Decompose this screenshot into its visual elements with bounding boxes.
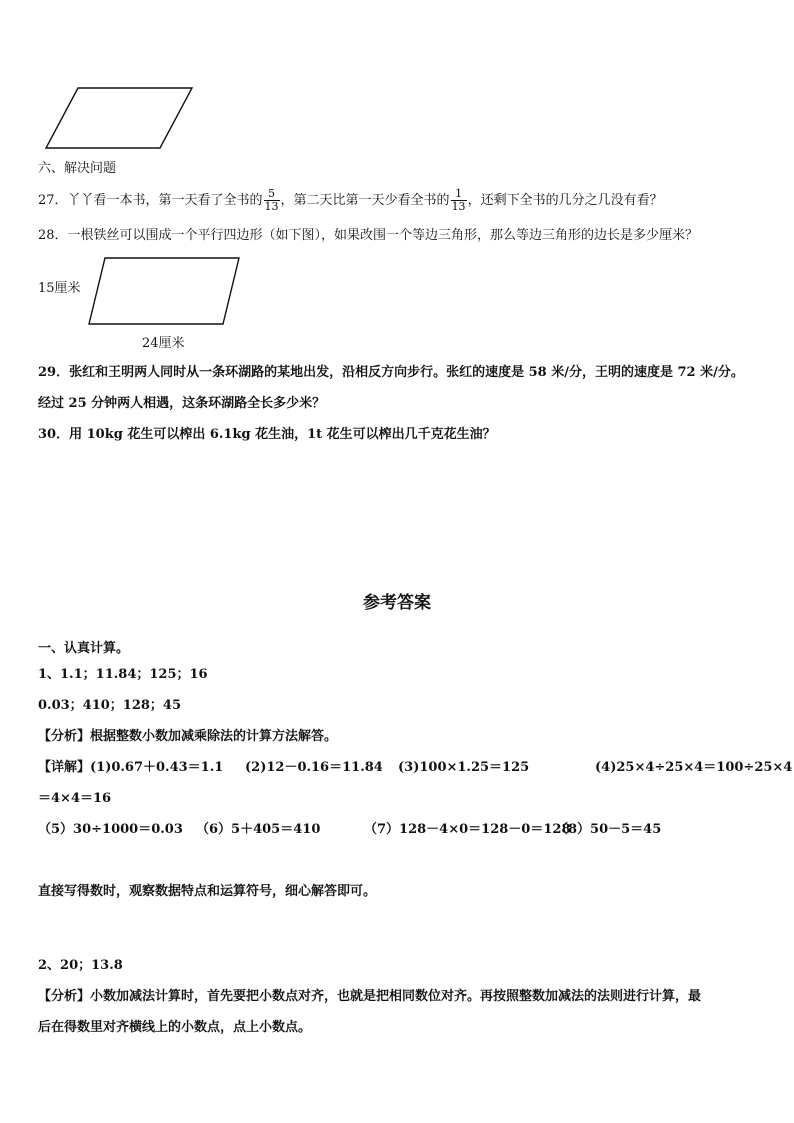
answer-2-analysis-line1: 【分析】小数加减法计算时，首先要把小数点对齐，也就是把相同数位对齐。再按照整数加减法的法则进行计算，最: [38, 989, 702, 1004]
parallelogram-figure-q28: [89, 258, 239, 324]
question-27: 27．丫丫看一本书，第一天看了全书的 $\frac{5}{13}$ ，第二天比第一天少看全书的 $\frac{1}{13}$ ，还剩下全书的几分之几没有看？: [38, 187, 663, 213]
answer-1-detail-4: (4)25×4÷25×4＝100÷25×4: [595, 760, 793, 775]
answer-1-line2: 0.03；410；128；45: [38, 698, 182, 713]
fraction-1-13: $\frac{1}{13}$: [451, 187, 466, 213]
question-28: 28．一根铁丝可以围成一个平行四边形（如下图），如果改围一个等边三角形，那么等边三角形的边长是多少厘米？: [38, 228, 699, 243]
question-30: 30．用 10kg 花生可以榨出 6.1kg 花生油，1t 花生可以榨出几千克花生油？: [38, 427, 496, 442]
answer-2-analysis-line2: 后在得数里对齐横线上的小数点，点上小数点。: [38, 1020, 312, 1035]
answer-1-comment: 直接写得数时，观察数据特点和运算符号，细心解答即可。: [38, 884, 377, 899]
parallelogram-base-label: 24厘米: [142, 336, 185, 351]
answer-1-detail-8: （8）50－5＝45: [555, 822, 662, 837]
answer-1-detail-5: （5）30÷1000＝0.03: [38, 822, 183, 837]
answer-1-analysis: 【分析】根据整数小数加减乘除法的计算方法解答。: [38, 729, 338, 744]
fraction-5-13: $\frac{5}{13}$: [264, 187, 279, 213]
answer-1-detail-label: 【详解】: [38, 760, 91, 775]
question-29-line2: 经过 25 分钟两人相遇，这条环湖路全长多少米？: [38, 396, 326, 411]
answer-1-detail-7: （7）128－4×0＝128－0＝128: [364, 822, 571, 837]
section-heading-6: 六、解决问题: [38, 161, 117, 176]
answer-1-detail-2: (2)12－0.16＝11.84: [245, 760, 383, 775]
answer-1-detail-6: （6）5＋405＝410: [196, 822, 321, 837]
parallelogram-figure-top: [46, 88, 192, 148]
answer-1-detail-3: (3)100×1.25＝125: [398, 760, 530, 775]
parallelogram-side-label: 15厘米: [38, 281, 81, 296]
answer-1-line1: 1、1.1；11.84；125；16: [38, 667, 208, 682]
question-29-line1: 29．张红和王明两人同时从一条环湖路的某地出发，沿相反方向步行。张红的速度是 58 米/分，王明的速度是 72 米/分。: [38, 365, 744, 380]
answer-1-detail-1: (1)0.67＋0.43＝1.1: [90, 760, 224, 775]
answer-1-detail-4b: ＝4×4＝16: [38, 791, 112, 806]
answers-section-1-heading: 一、认真计算。: [38, 641, 130, 656]
answers-title: 参考答案: [363, 593, 431, 613]
answer-2-line1: 2、20；13.8: [38, 958, 123, 973]
